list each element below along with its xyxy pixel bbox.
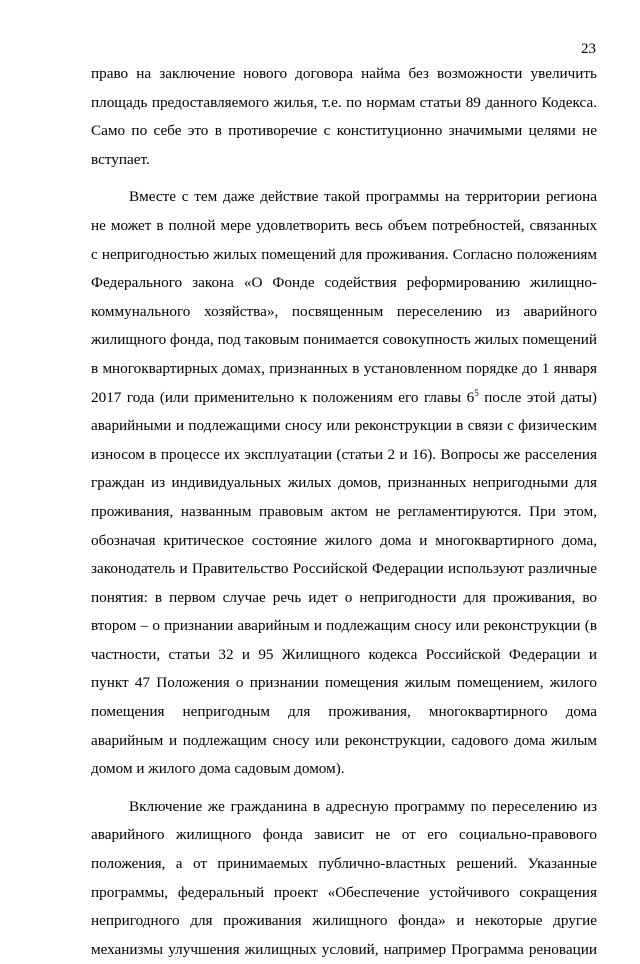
paragraph-gap bbox=[91, 784, 597, 793]
paragraph-gap bbox=[91, 174, 597, 183]
text-line: пункт 47 Положения о признании помещения жилым помещением, жилого bbox=[91, 674, 597, 692]
text-line: Вместе с тем даже действие такой программы на территории региона bbox=[129, 188, 597, 206]
text-line: износом в процессе их эксплуатации (статьи 2 и 16). Вопросы же расселения bbox=[91, 445, 597, 463]
text-line: аварийным и подлежащим сносу или реконструкции, садового дома жилым bbox=[91, 731, 597, 749]
text-line: обозначая критическое состояние жилого дома и многоквартирного дома, bbox=[91, 531, 597, 549]
text-line: аварийными и подлежащими сносу или реконструкции в связи с физическим bbox=[91, 417, 597, 435]
text-line: право на заключение нового договора найма без возможности увеличить bbox=[91, 65, 597, 82]
text-line: домом и жилого дома садовым домом). bbox=[91, 760, 345, 778]
text-line: Включение же гражданина в адресную программу по переселению из bbox=[129, 797, 597, 815]
text-line: с непригодностью жилых помещений для проживания. Согласно положениям bbox=[91, 245, 597, 263]
text-line: непригодного для проживания жилищного фонда» и некоторые другие bbox=[91, 912, 597, 930]
text-line: жилищного фонда, под таковым понимается совокупность жилых помещений bbox=[91, 331, 597, 349]
text-line: положения, а от принимаемых публично-властных решений. Указанные bbox=[91, 855, 597, 873]
text-line: втором – о признании аварийным и подлежащим сносу или реконструкции (в bbox=[91, 617, 597, 635]
text-line: программы, федеральный проект «Обеспечение устойчивого сокращения bbox=[91, 883, 597, 901]
text-line: Само по себе это в противоречие с конституционно значимыми целями не bbox=[91, 122, 597, 140]
text-fragment: 2017 года (или применительно к положениям его главы 6 bbox=[91, 388, 475, 406]
body-text bbox=[91, 60, 597, 964]
page-number: 23 bbox=[581, 41, 596, 57]
paragraph-2 bbox=[91, 183, 597, 783]
text-line: аварийного жилищного фонда зависит не от его социально-правового bbox=[91, 826, 597, 844]
text-line: механизмы улучшения жилищных условий, например Программа реновации bbox=[91, 940, 597, 958]
text-line: вступает. bbox=[91, 150, 150, 168]
text-line: в многоквартирных домах, признанных в установленном порядке до 1 января bbox=[91, 359, 597, 377]
text-line: Федерального закона «О Фонде содействия реформированию жилищно- bbox=[91, 274, 597, 292]
text-line: проживания, названным правовым актом не регламентируются. При этом, bbox=[91, 502, 597, 520]
text-fragment: после этой даты) bbox=[478, 388, 597, 406]
text-line: законодатель и Правительство Российской Федерации используют различные bbox=[91, 560, 597, 578]
text-line: площадь предоставляемого жилья, т.е. по нормам статьи 89 данного Кодекса. bbox=[91, 93, 597, 111]
text-line: помещения непригодным для проживания, многоквартирного дома bbox=[91, 703, 597, 721]
text-line: частности, статьи 32 и 95 Жилищного кодекса Российской Федерации и bbox=[91, 645, 597, 663]
paragraph-1 bbox=[91, 60, 597, 174]
text-line-with-superscript bbox=[91, 384, 597, 413]
paragraph-3 bbox=[91, 793, 597, 964]
superscript: 5 bbox=[474, 387, 479, 398]
text-line: понятия: в первом случае речь идет о непригодности для проживания, во bbox=[91, 588, 597, 606]
text-line: не может в полной мере удовлетворить весь объем потребностей, связанных bbox=[91, 216, 597, 234]
text-line: коммунального хозяйства», посвященным переселению из аварийного bbox=[91, 302, 597, 320]
text-line: граждан из индивидуальных жилых домов, признанных непригодными для bbox=[91, 474, 597, 492]
